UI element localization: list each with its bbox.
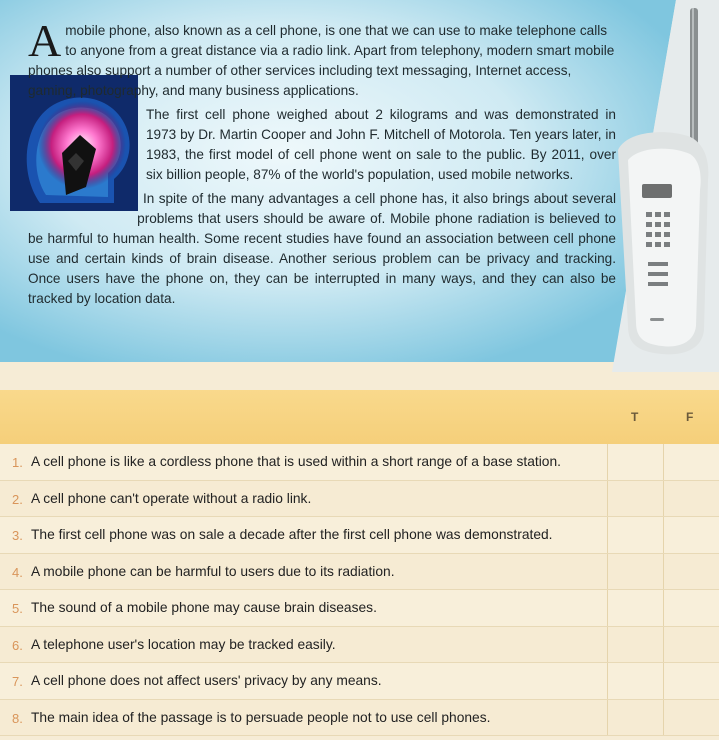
statement-text: A telephone user's location may be tracked easily.	[31, 636, 336, 652]
statement-row-1	[0, 444, 719, 481]
answer-cell-true[interactable]	[607, 627, 663, 663]
answer-cell-true[interactable]	[607, 517, 663, 553]
answer-cell-false[interactable]	[663, 590, 719, 626]
statement-row-3	[0, 517, 719, 554]
statement-number: 4.	[12, 564, 23, 580]
true-false-exercise	[0, 390, 719, 740]
answer-cell-false[interactable]	[663, 627, 719, 663]
statement-number: 3.	[12, 528, 23, 543]
answer-cell-false[interactable]	[663, 663, 719, 699]
table-header	[0, 390, 719, 444]
statement-text: A cell phone does not affect users' privacy by any means.	[31, 673, 382, 688]
answer-cell-true[interactable]	[607, 481, 663, 517]
column-header-true: T	[631, 410, 639, 424]
drop-cap: A	[28, 15, 62, 66]
statement-number: 6.	[12, 637, 23, 653]
column-header-false: F	[686, 410, 694, 424]
statement-number: 5.	[12, 601, 23, 616]
statement-text: The main idea of the passage is to persuade people not to use cell phones.	[31, 709, 491, 725]
brick-phone-illustration	[612, 0, 719, 372]
statement-row-6	[0, 627, 719, 664]
statement-text: A mobile phone can be harmful to users due to its radiation.	[31, 563, 395, 579]
statement-row-5	[0, 590, 719, 627]
statement-number: 2.	[12, 491, 23, 507]
answer-cell-true[interactable]	[607, 444, 663, 480]
answer-cell-true[interactable]	[607, 700, 663, 736]
statement-row-7	[0, 663, 719, 700]
statement-row-4	[0, 554, 719, 591]
statement-list	[0, 444, 719, 736]
paragraph-2: The first cell phone weighed about 2 kilograms and was demonstrated in 1973 by Dr. Martin Cooper and John F. Mitchell of Motorola. Ten years later, in 1983, the first model of cell phone went on sale to the public. By 2011, over six billion people, 87% of the world's population, used mobile networks.	[146, 107, 616, 182]
statement-text: The sound of a mobile phone may cause brain diseases.	[31, 600, 377, 615]
statement-number: 7.	[12, 674, 23, 689]
answer-cell-false[interactable]	[663, 517, 719, 553]
answer-cell-false[interactable]	[663, 554, 719, 590]
statement-number: 8.	[12, 710, 23, 726]
answer-cell-true[interactable]	[607, 554, 663, 590]
paragraph-1	[28, 15, 616, 101]
statement-row-8	[0, 700, 719, 737]
statement-text: A cell phone can't operate without a radio link.	[31, 490, 312, 506]
statement-text: The first cell phone was on sale a decade after the first cell phone was demonstrated.	[31, 527, 553, 542]
statement-row-2	[0, 481, 719, 518]
paragraph-3: In spite of the many advantages a cell phone has, it also brings about several problems that users should be aware of. Mobile phone radiation is believed to be harmful to human health. Some recent studies have found an association between cell phone use and certain kinds of brain disease. Another serious problem can be privacy and tracking. Once users have the phone on, they can be interrupted in many ways, and they can also be tracked by location data.	[28, 191, 616, 306]
answer-cell-true[interactable]	[607, 663, 663, 699]
answer-cell-false[interactable]	[663, 700, 719, 736]
answer-cell-false[interactable]	[663, 481, 719, 517]
statement-text: A cell phone is like a cordless phone that is used within a short range of a base station.	[31, 454, 561, 469]
paragraph-1-text: mobile phone, also known as a cell phone, is one that we can use to make telephone calls to anyone from a great distance via a radio link. Apart from telephony, modern smart mobile phones also support a number of other services including text messaging, Internet access, gaming, photography, and many business applications.	[28, 23, 615, 98]
passage-text	[28, 15, 616, 309]
answer-cell-false[interactable]	[663, 444, 719, 480]
statement-number: 1.	[12, 455, 23, 470]
answer-cell-true[interactable]	[607, 590, 663, 626]
